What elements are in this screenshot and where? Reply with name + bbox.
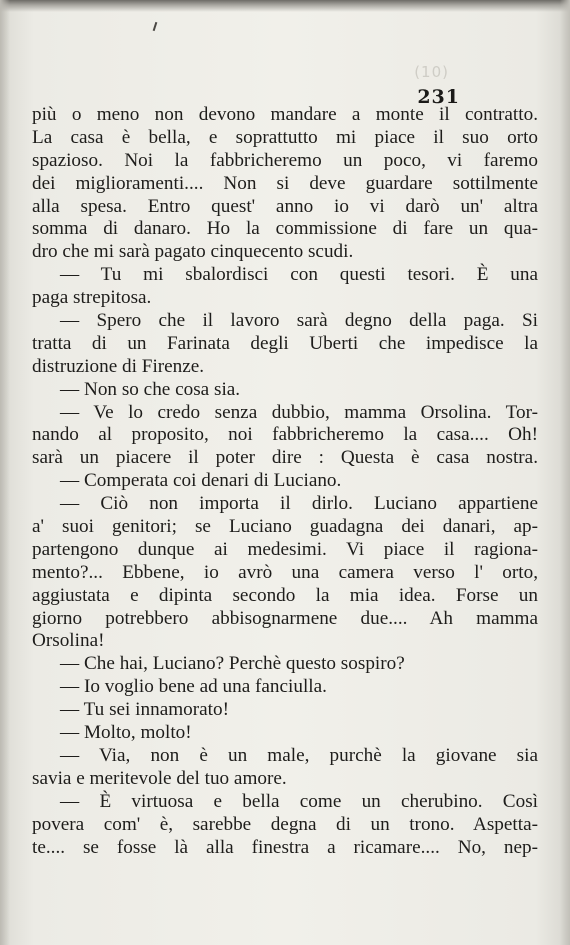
text-line: Orsolina! [32,630,105,652]
text-line: più o meno non devono mandare a monte il contratto. [32,104,538,125]
text-line: savia e meritevole del tuo amore. [32,767,287,789]
dialogue-line: — Ve lo credo senza dubbio, mamma Orsolina. Tor- [60,401,538,423]
text-line: mento?... Ebbene, io avrò una camera verso l' orto, [32,561,538,583]
faint-page-stamp: (10) [414,63,449,81]
text-line: nando al proposito, noi fabbricheremo la casa.... Oh! [32,424,538,446]
page-top-shadow [0,0,570,12]
dialogue-line: — Tu sei innamorato! [60,699,229,721]
text-line: sarà un piacere il poter dire : Questa è casa nostra. [32,447,538,469]
dialogue-line: — Ciò non importa il dirlo. Luciano appartiene [60,493,538,515]
text-line: dei miglioramenti.... Non si deve guardare sottilmente [32,172,538,194]
text-line: La casa è bella, e soprattutto mi piace il suo orto [32,126,538,148]
dialogue-line: — È virtuosa e bella come un cherubino. Così [60,790,538,812]
text-line: a' suoi genitori; se Luciano guadagna dei danari, ap- [32,516,538,538]
ink-mark [153,22,158,31]
text-line: tratta di un Farinata degli Uberti che impedisce la [32,332,538,354]
text-line: te.... se fosse là alla finestra a ricamare.... No, nep- [32,836,538,858]
dialogue-line: — Che hai, Luciano? Perchè questo sospiro? [60,653,405,675]
text-line: partengono dunque ai medesimi. Vi piace il ragiona- [32,538,538,560]
page-right-shadow [560,0,570,945]
dialogue-line: — Non so che cosa sia. [60,378,241,400]
text-line: alla spesa. Entro quest' anno io vi darò un' altra [32,195,538,217]
text-line: povera com' è, sarebbe degna di un trono. Aspetta- [32,813,538,835]
body-text [32,104,538,859]
dialogue-line: — Tu mi sbalordisci con questi tesori. È una [60,264,538,286]
dialogue-line: — Io voglio bene ad una fanciulla. [60,676,327,698]
dialogue-line: — Via, non è un male, purchè la giovane sia [60,744,538,766]
text-line: aggiustata e dipinta secondo la mia idea. Forse un [32,584,538,606]
dialogue-line: — Spero che il lavoro sarà degno della paga. Si [60,310,538,332]
text-line: giorno potrebbero abbisognarmene due.... Ah mamma [32,607,538,629]
text-line: paga strepitosa. [32,287,152,309]
page-left-shadow [0,0,10,945]
text-line: somma di danaro. Ho la commissione di fare un qua- [32,218,538,240]
text-line: distruzione di Firenze. [32,355,205,377]
text-line: spazioso. Noi la fabbricheremo un poco, vi faremo [32,149,538,171]
dialogue-line: — Comperata coi denari di Luciano. [60,470,342,492]
text-line: dro che mi sarà pagato cinquecento scudi. [32,241,354,263]
dialogue-line: — Molto, molto! [60,722,192,744]
page-number: 231 [417,86,460,108]
